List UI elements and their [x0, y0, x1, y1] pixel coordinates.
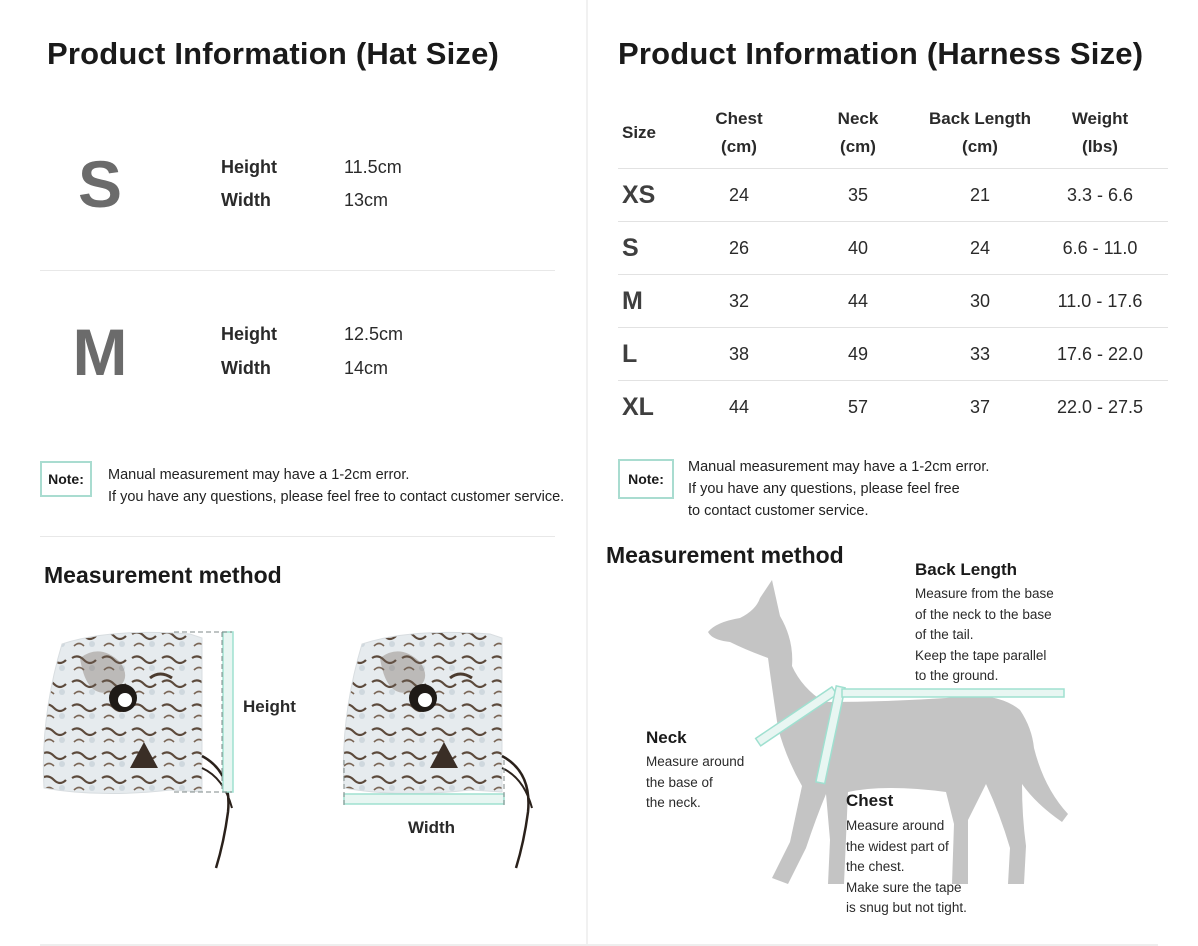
table-cell: 24	[928, 222, 1032, 275]
table-cell: 17.6 - 22.0	[1032, 328, 1168, 381]
table-cell: 11.0 - 17.6	[1032, 275, 1168, 328]
hat-m-width-label: Width	[221, 358, 271, 378]
table-cell: 26	[690, 222, 788, 275]
table-cell: 33	[928, 328, 1032, 381]
table-header-back-length: Back Length (cm)	[928, 98, 1032, 169]
divider	[40, 536, 555, 537]
table-cell: 57	[847, 396, 869, 417]
harness-size-title: Product Information (Harness Size)	[618, 36, 1144, 71]
table-cell: 24	[690, 169, 788, 222]
divider	[40, 270, 555, 271]
hat-s-width-value: 13cm	[344, 190, 389, 210]
harness-note-line: If you have any questions, please feel free	[688, 481, 960, 497]
hat-m-width-value: 14cm	[344, 358, 389, 378]
table-cell: 38	[690, 328, 788, 381]
table-header-size: Size	[618, 98, 690, 169]
table-cell: 44	[788, 275, 928, 328]
chest-title: Chest	[846, 791, 894, 810]
harness-measurement-title: Measurement method	[606, 542, 844, 568]
annotation-line: the base of	[646, 774, 713, 790]
table-cell: 49	[788, 328, 928, 381]
table-header-weight: Weight (lbs)	[1032, 98, 1168, 169]
hat-note-line: If you have any questions, please feel free to contact customer service.	[108, 489, 565, 505]
annotation-line: Measure from the base	[915, 586, 1054, 601]
table-header-chest: Chest (cm)	[690, 98, 788, 169]
annotation-line: is snug but not tight.	[846, 900, 967, 915]
table-cell: 30	[928, 275, 1032, 328]
table-cell: 32	[690, 275, 788, 328]
table-cell: 37	[969, 396, 991, 417]
table-cell: 3.3 - 6.6	[1032, 169, 1168, 222]
annotation-line: to the ground.	[915, 668, 999, 683]
hat-size-letter-s: S	[77, 147, 123, 221]
table-cell-size: L	[618, 328, 690, 381]
hat-m-height-label: Height	[221, 324, 277, 344]
table-cell-size: S	[618, 222, 690, 275]
hat-note-badge: Note:	[40, 461, 92, 497]
neck-text	[646, 752, 744, 814]
hat-s-height-value: 11.5cm	[344, 157, 402, 177]
annotation-line: Measure around	[846, 818, 945, 833]
harness-note-line: Manual measurement may have a 1-2cm error.	[688, 459, 990, 475]
annotation-line: of the neck to the base	[915, 606, 1052, 622]
table-row	[618, 328, 1168, 381]
hat-illustration-height	[40, 628, 280, 878]
table-cell-size: XL	[622, 392, 654, 421]
annotation-line: of the tail.	[915, 627, 974, 642]
annotation-line: Measure around	[646, 754, 745, 769]
annotation-line: the neck.	[646, 795, 701, 810]
hat-size-title: Product Information (Hat Size)	[47, 36, 500, 71]
hat-size-panel	[0, 0, 588, 946]
table-cell-size: XS	[618, 169, 690, 222]
harness-note-line: to contact customer service.	[688, 503, 869, 519]
hat-illustration-width	[340, 628, 560, 878]
annotation-line: the chest.	[846, 859, 905, 874]
hat-s-width-label: Width	[221, 190, 271, 210]
harness-size-table	[618, 98, 1168, 433]
table-cell: 35	[788, 169, 928, 222]
back-length-title: Back Length	[915, 560, 1018, 579]
annotation-line: Make sure the tape	[846, 879, 962, 895]
hat-s-height-label: Height	[221, 157, 277, 177]
back-length-text	[915, 584, 1054, 687]
table-row	[618, 381, 1168, 434]
table-row	[618, 169, 1168, 222]
table-row	[618, 275, 1168, 328]
annotation-line: Keep the tape parallel	[915, 647, 1047, 663]
hat-size-letter-m: M	[72, 315, 128, 389]
table-row	[618, 222, 1168, 275]
harness-note-badge: Note:	[618, 459, 674, 499]
hat-m-height-value: 12.5cm	[344, 324, 404, 344]
chest-text	[846, 816, 967, 919]
table-cell: 21	[928, 169, 1032, 222]
hat-height-label: Height	[243, 697, 296, 716]
harness-note-text	[688, 456, 989, 522]
table-header-neck: Neck (cm)	[788, 98, 928, 169]
table-cell: 44	[728, 396, 750, 417]
hat-measurement-title: Measurement method	[44, 562, 282, 588]
harness-size-panel	[588, 0, 1198, 946]
hat-width-label: Width	[408, 818, 456, 837]
table-header-row	[618, 98, 1168, 169]
table-cell-size: M	[618, 275, 690, 328]
hat-note-line: Manual measurement may have a 1-2cm error.	[108, 467, 410, 483]
neck-title: Neck	[646, 728, 687, 747]
table-cell: 22.0 - 27.5	[1056, 396, 1144, 417]
annotation-line: the widest part of	[846, 838, 949, 854]
hat-note-text	[108, 464, 564, 508]
table-cell: 6.6 - 11.0	[1032, 222, 1168, 275]
table-cell: 40	[788, 222, 928, 275]
